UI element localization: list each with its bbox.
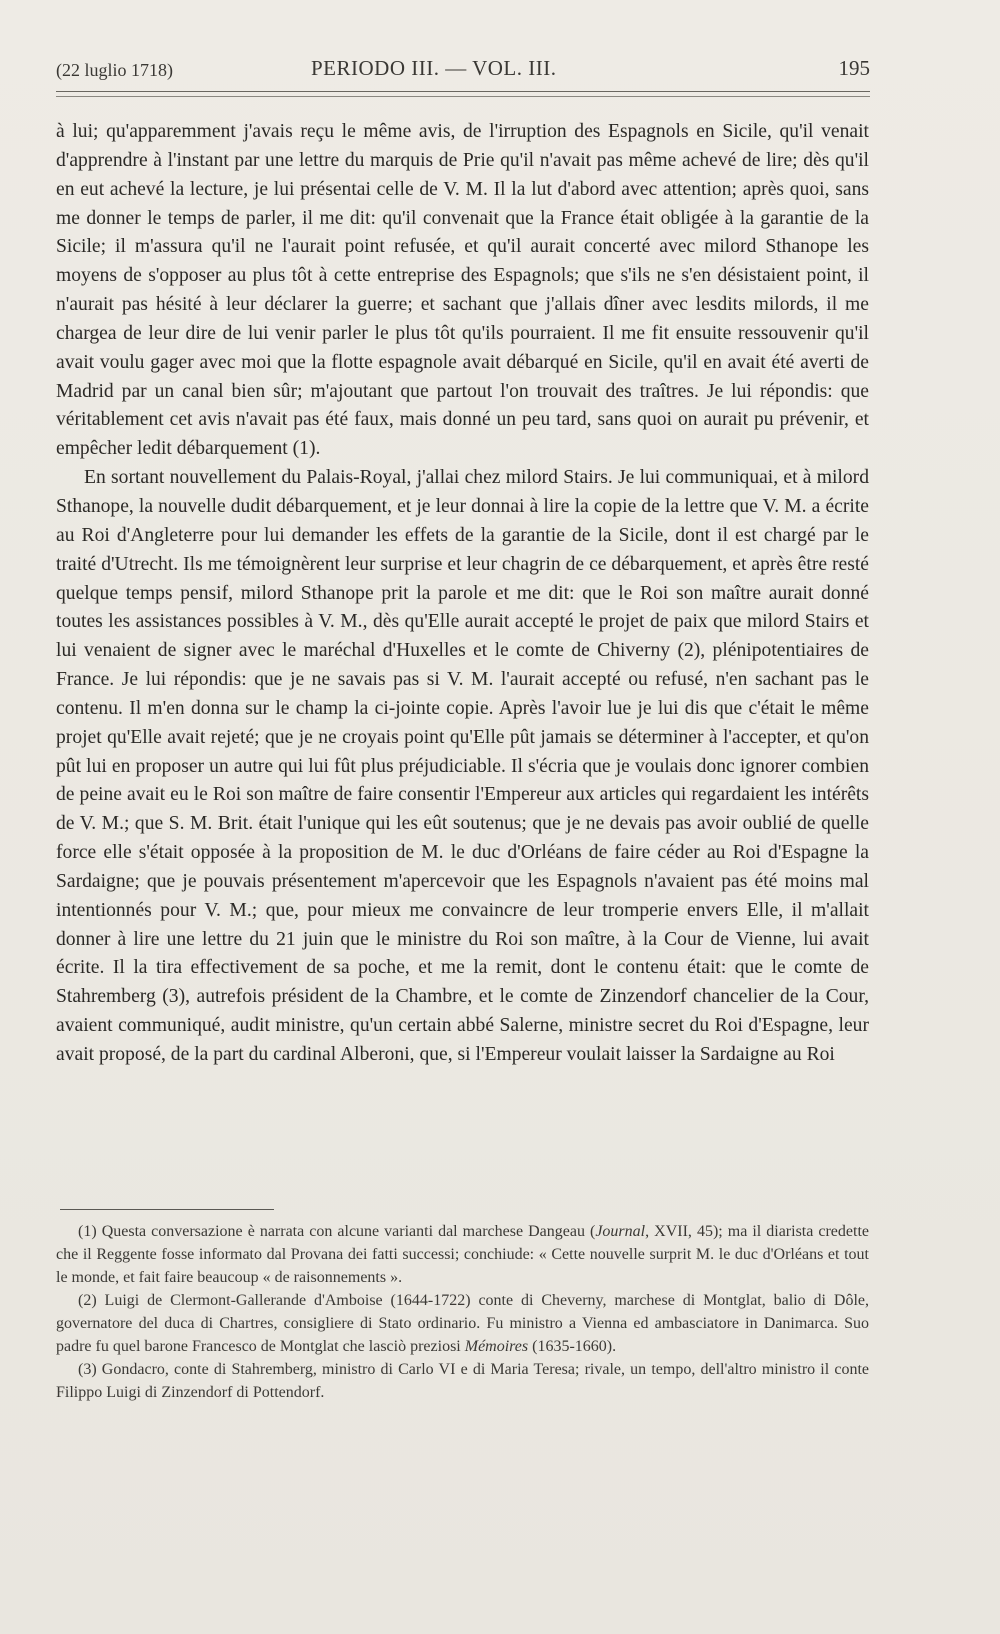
header-rule xyxy=(56,91,870,97)
header-date: (22 luglio 1718) xyxy=(56,60,173,80)
page-number: 195 xyxy=(838,56,870,80)
footnotes xyxy=(56,1220,869,1404)
footnote-2 xyxy=(56,1289,869,1358)
paragraph-continuation: à lui; qu'apparemment j'avais reçu le même avis, de l'irruption des Espagnols en Sicile, qu'il venait d'apprendre à l'instant par une lettre du marquis de Prie qu'il n'avait pas même achevé de lire; dès qu'il en eut achevé la lecture, je lui présentai celle de V. M. Il la lut d'abord avec attention; après quoi, sans me donner le temps de parler, il me dit: qu'il convenait que la France était obligée à la garantie de la Sicile; il m'assura qu'il ne l'aurait point refusée, et qu'il aurait concerté avec milord Sthanope les moyens de s'opposer au plus tôt à cette entreprise des Espagnols; que s'ils ne s'en désistaient point, il n'aurait pas hésité à leur déclarer la guerre; et sachant que j'allais dîner avec lesdits milords, il me chargea de leur dire de lui venir parler le plus tôt qu'ils pourraient. Il me fit ensuite ressouvenir qu'il avait voulu gager avec moi que la flotte espagnole avait débarqué en Sicile, qu'il en avait été averti de Madrid par un canal bien sûr; m'ajoutant que partout l'on trouvait des traîtres. Je lui répondis: que véritablement cet avis n'avait pas été faux, mais donné un peu tard, sans quoi on aurait pu prévenir, et empêcher ledit débarquement (1). xyxy=(56,121,869,460)
footnote-1-text-end: , XVII, 45); ma il diarista credette che il Reggente fosse informato dal Provana dei fatti successi; conchiude: « Cette nouvelle surprit M. le duc d'Orléans et tout le monde, et fait faire beaucoup « de raisonnements ». xyxy=(56,1223,869,1286)
footnote-1 xyxy=(56,1220,869,1289)
main-text xyxy=(56,118,869,1070)
running-header xyxy=(56,56,870,88)
footnote-3 xyxy=(56,1358,869,1404)
footnote-1-text: (1) Questa conversazione è narrata con alcune varianti dal marchese Dangeau ( xyxy=(78,1223,596,1240)
footnote-rule xyxy=(60,1209,274,1210)
footnote-1-italic: Journal xyxy=(595,1223,646,1240)
footnote-3-text: (3) Gondacro, conte di Stahremberg, ministro di Carlo VI e di Maria Teresa; rivale, un tempo, dell'altro ministro il conte Filippo Luigi di Zinzendorf di Pottendorf. xyxy=(56,1361,869,1401)
paragraph: En sortant nouvellement du Palais-Royal, j'allai chez milord Stairs. Je lui communiquai, et à milord Sthanope, la nouvelle dudit débarquement, et je leur donnai à lire la copie de la lettre que V. M. a écrite au Roi d'Angleterre pour lui demander les effets de la garantie de la Sicile, dont il est chargé par le traité d'Utrecht. Ils me témoignèrent leur surprise et leur chagrin de ce débarquement, et après être resté quelque temps pensif, milord Sthanope prit la parole et me dit: que le Roi son maître aurait donné toutes les assistances possibles à V. M., dès qu'Elle aurait accepté le projet de paix que milord Stairs et lui venaient de signer avec le maréchal d'Huxelles et le comte de Chiverny (2), plénipotentiaires de France. Je lui répondis: que je ne savais pas si V. M. l'aurait accepté ou refusé, n'en sachant pas le contenu. Il m'en donna sur le champ la ci-jointe copie. Après l'avoir lue je lui dis que c'était le même projet qu'Elle avait rejeté; que je ne croyais point qu'Elle pût jamais se déterminer à l'accepter, et qu'on pût lui en proposer un autre qui lui fût plus préjudiciable. Il s'écria que je voulais donc ignorer combien de peine avait eu le Roi son maître de faire consentir l'Empereur aux articles qui regardaient les intérêts de V. M.; que S. M. Brit. était l'unique qui les eût soutenus; que je ne devais pas avoir oublié de quelle force elle s'était opposée à la proposition de M. le duc d'Orléans de faire céder au Roi d'Espagne la Sardaigne; que je pouvais présentement m'apercevoir que les Espagnols n'avaient pas été moins mal intentionnés pour V. M.; que, pour mieux me convaincre de leur tromperie envers Elle, il m'allait donner à lire une lettre du 21 juin que le ministre du Roi son maître, à la Cour de Vienne, lui avait écrite. Il la tira effectivement de sa poche, et me la remit, dont le contenu était: que le comte de Stahremberg (3), autrefois président de la Chambre, et le comte de Zinzendorf chancelier de la Cour, avaient communiqué, audit ministre, qu'un certain abbé Salerne, ministre secret du Roi d'Espagne, leur avait proposé, de la part du cardinal Alberoni, que, si l'Empereur voulait laisser la Sardaigne au Roi xyxy=(56,467,869,1065)
footnote-2-text-end: (1635-1660). xyxy=(528,1338,617,1355)
header-title: PERIODO III. — VOL. III. xyxy=(311,56,557,80)
footnote-2-italic: Mémoires xyxy=(464,1338,529,1355)
footnote-2-text: (2) Luigi de Clermont-Gallerande d'Amboise (1644-1722) conte di Cheverny, marchese di Montglat, balio di Dôle, governatore del duca di Chartres, consigliere di Stato ordinario. Fu ministro a Vienna ed ambasciatore in Danimarca. Suo padre fu quel barone Francesco de Montglat che lasciò preziosi xyxy=(56,1292,869,1355)
